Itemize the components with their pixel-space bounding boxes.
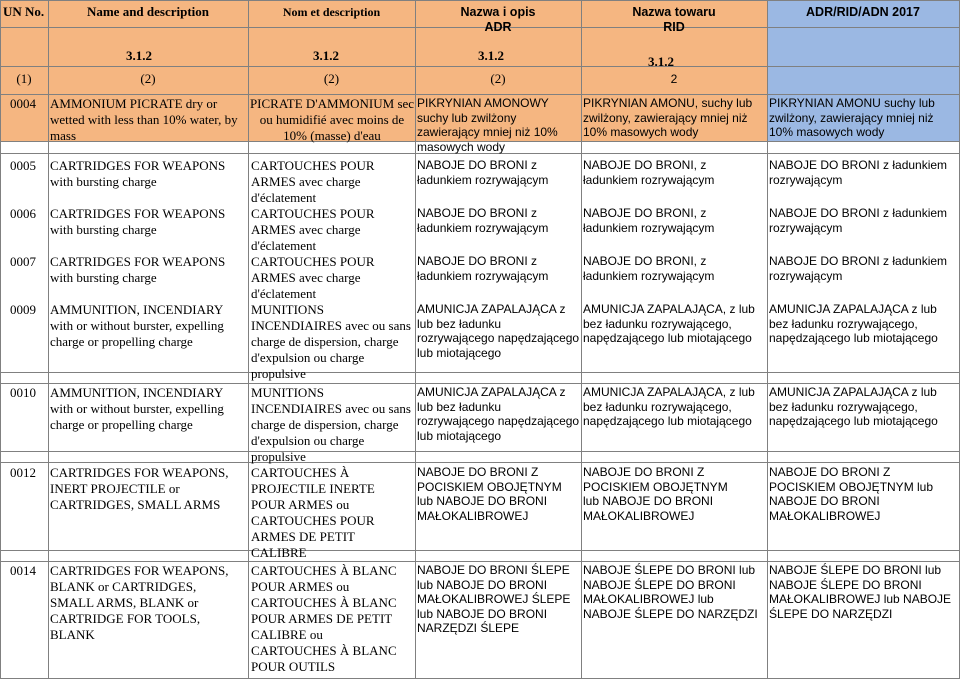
row-0010-fr: MUNITIONS INCENDIAIRES avec ou sans charge de dispersion, charge d'expulsion ou charge propulsive <box>251 385 411 464</box>
col-num-2a: (2) <box>140 71 156 86</box>
row-0007-pl-2017: NABOJE DO BRONI z ładunkiem rozrywającym <box>769 254 948 283</box>
row-0004-un: 0004 <box>10 96 36 111</box>
row-0010-un: 0010 <box>10 385 36 400</box>
row-0014-en: CARTRIDGES FOR WEAPONS, BLANK or CARTRIDGES, SMALL ARMS, BLANK or CARTRIDGE FOR TOOLS, BLANK <box>50 563 229 642</box>
row-0007-pl-adr: NABOJE DO BRONI z ładunkiem rozrywającym <box>417 254 549 283</box>
row-0005-pl-adr: NABOJE DO BRONI z ładunkiem rozrywającym <box>417 158 549 187</box>
row-0006-un: 0006 <box>10 206 36 221</box>
row-0005-pl-rid: NABOJE DO BRONI, z ładunkiem rozrywającym <box>583 158 715 187</box>
row-0009-pl-rid: AMUNICJA ZAPALAJĄCA, z lub bez ładunku rozrywającego, napędzającego lub miotającego <box>583 302 755 345</box>
row-0006-fr: CARTOUCHES POUR ARMES avec charge d'éclatement <box>251 206 375 253</box>
row-0005-en: CARTRIDGES FOR WEAPONS with bursting charge <box>50 158 226 189</box>
row-0004-fr: PICRATE D'AMMONIUM sec ou humidifié avec moins de 10% (masse) d'eau <box>249 96 415 143</box>
row-0010-pl-rid: AMUNICJA ZAPALAJĄCA, z lub bez ładunku rozrywającego, napędzającego lub miotającego <box>583 385 755 428</box>
header-name-pl-adr: Nazwa i opis ADR <box>460 5 536 34</box>
row-0014-pl-rid: NABOJE ŚLEPE DO BRONI lub NABOJE ŚLEPE DO BRONI MAŁOKALIBROWEJ lub NABOJE ŚLEPE DO NARZĘDZI <box>583 563 758 621</box>
row-0014-un: 0014 <box>10 563 36 578</box>
col-num-2c: (2) <box>490 71 506 86</box>
col-num-2b: (2) <box>323 71 340 86</box>
row-0012-pl-adr: NABOJE DO BRONI Z POCISKIEM OBOJĘTNYM lub NABOJE DO BRONI MAŁOKALIBROWEJ <box>417 465 562 523</box>
col-num-1: (1) <box>16 71 32 86</box>
row-0014-pl-adr: NABOJE DO BRONI ŚLEPE lub NABOJE DO BRONI MAŁOKALIBROWEJ ŚLEPE lub NABOJE DO BRONI NARZĘDZI ŚLEPE <box>417 563 571 635</box>
row-0005-fr: CARTOUCHES POUR ARMES avec charge d'éclatement <box>251 158 375 205</box>
header-un-no: UN No. <box>3 4 45 19</box>
row-0010-en: AMMUNITION, INCENDIARY with or without burster, expelling charge or propelling charge <box>50 385 224 432</box>
row-0012-pl-rid: NABOJE DO BRONI Z POCISKIEM OBOJĘTNYM lub NABOJE DO BRONI MAŁOKALIBROWEJ <box>583 465 728 523</box>
row-0012-fr: CARTOUCHES À PROJECTILE INERTE POUR ARMES ou CARTOUCHES POUR ARMES DE PETIT CALIBRE <box>251 465 375 560</box>
row-0004-en: AMMONIUM PICRATE dry or wetted with less than 10% water, by mass <box>50 96 238 143</box>
row-0007-un: 0007 <box>10 254 36 269</box>
row-0007-en: CARTRIDGES FOR WEAPONS with bursting charge <box>50 254 226 285</box>
header-ref-3: 3.1.2 <box>478 48 504 63</box>
row-0004-pl-rid: PIKRYNIAN AMONU, suchy lub zwilżony, zawierający mniej niż 10% masowych wody <box>583 96 753 139</box>
col-num-2d: 2 <box>670 72 678 86</box>
header-name-en: Name and description <box>86 4 210 19</box>
row-0012-en: CARTRIDGES FOR WEAPONS, INERT PROJECTILE or CARTRIDGES, SMALL ARMS <box>50 465 229 512</box>
header-ref-4: 3.1.2 <box>648 54 674 69</box>
row-0009-un: 0009 <box>10 302 36 317</box>
row-0009-pl-adr: AMUNICJA ZAPALAJĄCA z lub bez ładunku rozrywającego napędzającego lub miotającego <box>417 302 580 360</box>
row-0012-pl-2017: NABOJE DO BRONI Z POCISKIEM OBOJĘTNYM lub NABOJE DO BRONI MAŁOKALIBROWEJ <box>769 465 934 523</box>
row-0012-un: 0012 <box>10 465 36 480</box>
row-0006-pl-rid: NABOJE DO BRONI, z ładunkiem rozrywającym <box>583 206 715 235</box>
row-0006-pl-2017: NABOJE DO BRONI z ładunkiem rozrywającym <box>769 206 948 235</box>
header-ref-2: 3.1.2 <box>313 48 339 63</box>
row-0005-un: 0005 <box>10 158 36 173</box>
row-0010-pl-2017: AMUNICJA ZAPALAJĄCA z lub bez ładunku rozrywającego, napędzającego lub miotającego <box>769 385 938 428</box>
row-0007-pl-rid: NABOJE DO BRONI, z ładunkiem rozrywającym <box>583 254 715 283</box>
row-0004-pl-adr: PIKRYNIAN AMONOWY suchy lub zwilżony zawierający mniej niż 10% masowych wody <box>417 96 558 154</box>
row-0014-fr: CARTOUCHES À BLANC POUR ARMES ou CARTOUCHES À BLANC POUR ARMES DE PETIT CALIBRE ou CARTOUCHES À BLANC POUR OUTILS <box>251 563 397 674</box>
header-name-fr: Nom et description <box>282 5 381 19</box>
row-0009-pl-2017: AMUNICJA ZAPALAJĄCA z lub bez ładunku rozrywającego, napędzającego lub miotającego <box>769 302 938 345</box>
row-0006-en: CARTRIDGES FOR WEAPONS with bursting charge <box>50 206 226 237</box>
row-0014-pl-2017: NABOJE ŚLEPE DO BRONI lub NABOJE ŚLEPE DO BRONI MAŁOKALIBROWEJ lub NABOJE ŚLEPE DO NARZĘDZI <box>769 563 952 621</box>
row-0006-pl-adr: NABOJE DO BRONI z ładunkiem rozrywającym <box>417 206 549 235</box>
header-name-pl-rid: Nazwa towaru RID <box>632 5 716 34</box>
header-adr-rid-adn: ADR/RID/ADN 2017 <box>806 5 920 19</box>
header-ref-1: 3.1.2 <box>126 48 152 63</box>
row-0009-fr: MUNITIONS INCENDIAIRES avec ou sans charge de dispersion, charge d'expulsion ou charge propulsive <box>251 302 411 381</box>
row-0010-pl-adr: AMUNICJA ZAPALAJĄCA z lub bez ładunku rozrywającego napędzającego lub miotającego <box>417 385 580 443</box>
row-0007-fr: CARTOUCHES POUR ARMES avec charge d'éclatement <box>251 254 375 301</box>
row-0009-en: AMMUNITION, INCENDIARY with or without burster, expelling charge or propelling charge <box>50 302 224 349</box>
row-0004-pl-2017: PIKRYNIAN AMONU suchy lub zwilżony, zawierający mniej niż 10% masowych wody <box>769 96 935 139</box>
row-0005-pl-2017: NABOJE DO BRONI z ładunkiem rozrywającym <box>769 158 948 187</box>
